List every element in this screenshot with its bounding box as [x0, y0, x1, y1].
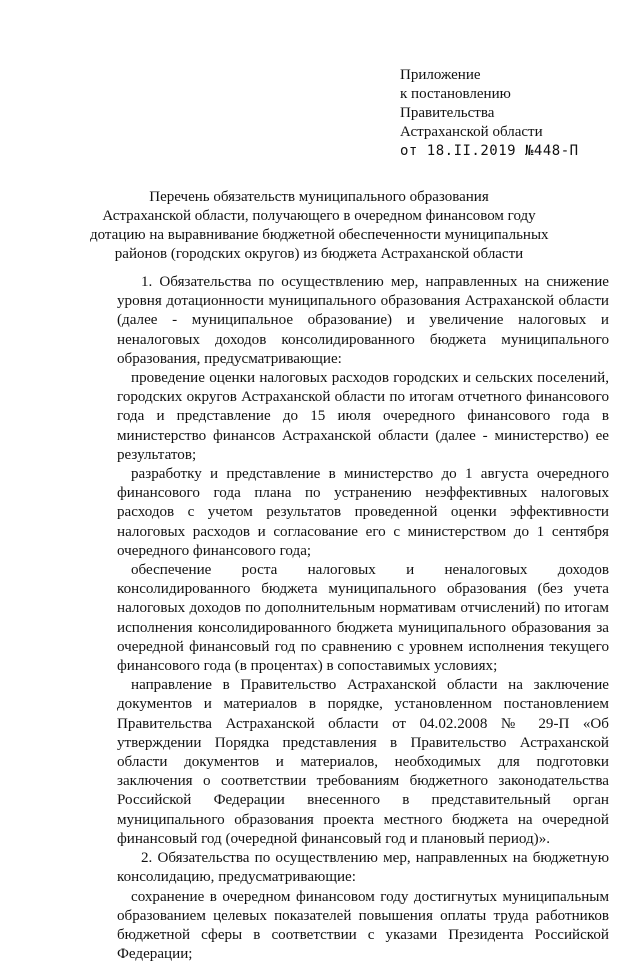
title-line: Астраханской области, получающего в очередном финансовом году [90, 207, 548, 226]
paragraph-item: направление в Правительство Астраханской области на заключение документов и материалов в порядке, установленном постановлением Правительства Астраханской области от 04.02.2008 № 29-П «Об утверждении Порядка представления в Правительство Астраханской области документов и материалов, необходимых для подготовки заключения о соответствии требованиям бюджетного законодательства Российской Федерации внесенного в представительный орган муниципального образования проекта местного бюджета на очередной финансовый год (очередной финансовый год и плановый период)». [117, 676, 609, 849]
title-line: Перечень обязательств муниципального образования [90, 188, 548, 207]
paragraph-item: проведение оценки налоговых расходов городских и сельских поселений, городских округов Астраханской области по итогам отчетного финансового года и представление до 15 июля очередного финансового года в министерство финансов Астраханской области (далее - министерство) ее результатов; [117, 369, 609, 465]
appendix-header [400, 66, 579, 161]
title-line: дотацию на выравнивание бюджетной обеспеченности муниципальных [90, 226, 548, 245]
paragraph-item: сохранение в очередном финансовом году достигнутых муниципальным образованием целевых показателей повышения оплаты труда работников бюджетной сферы в соответствии с указами Президента Российской Федерации; [117, 888, 609, 964]
appendix-line: Приложение [400, 66, 579, 85]
document-body [117, 273, 609, 964]
document-title [90, 188, 548, 264]
paragraph-obligation-2: 2. Обязательства по осуществлению мер, направленных на бюджетную консолидацию, предусматривающие: [117, 849, 609, 887]
paragraph-item: обеспечение роста налоговых и неналоговых доходов консолидированного бюджета муниципального образования (без учета налоговых доходов по дополнительным нормативам отчислений) по итогам исполнения консолидированного бюджета муниципального образования за очередной финансовый год по сравнению с уровнем исполнения текущего финансового года (в процентах) в сопоставимых условиях; [117, 561, 609, 676]
appendix-line: Астраханской области [400, 123, 579, 142]
appendix-line: Правительства [400, 104, 579, 123]
paragraph-item: разработку и представление в министерство до 1 августа очередного финансового года плана по устранению неэффективных налоговых расходов с учетом результатов проведенной оценки эффективности налоговых расходов и согласование его с министерством до 1 сентября очередного финансового года; [117, 465, 609, 561]
appendix-date-number: от 18.II.2019 №448-П [400, 142, 579, 161]
title-line: районов (городских округов) из бюджета Астраханской области [90, 245, 548, 264]
appendix-line: к постановлению [400, 85, 579, 104]
paragraph-obligation-1: 1. Обязательства по осуществлению мер, направленных на снижение уровня дотационности муниципального образования Астраханской области (далее - муниципальное образование) и увеличение налоговых и неналоговых доходов консолидированного бюджета муниципального образования, предусматривающие: [117, 273, 609, 369]
